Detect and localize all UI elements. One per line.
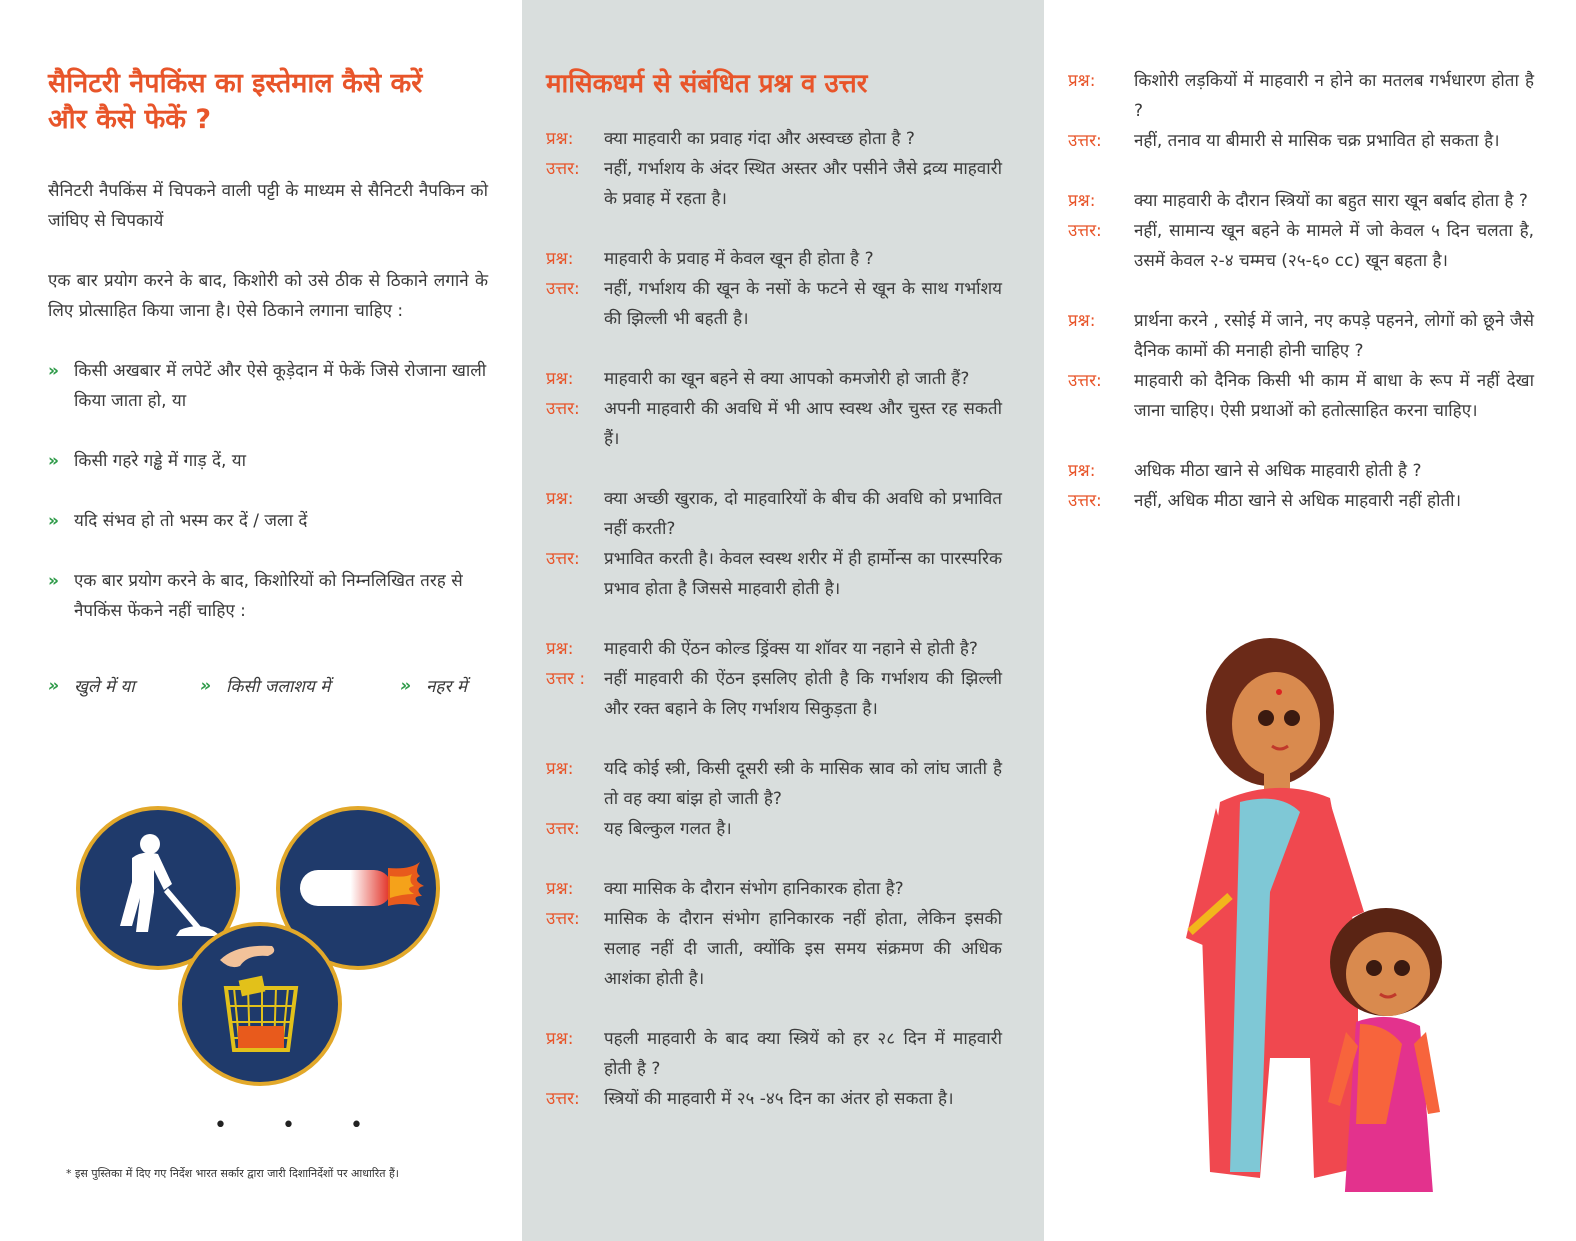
- answer-row: [546, 274, 1002, 334]
- answer-text: नहीं, गर्भाशय की खून के नसों के फटने से खून के साथ गर्भाशय की झिल्ली भी बहती है।: [604, 279, 1002, 329]
- qa-item: [1068, 456, 1534, 516]
- question-row: [546, 364, 1002, 394]
- answer-text: नहीं, सामान्य खून बहने के मामले में जो केवल ५ दिन चलता है, उसमें केवल २-४ चम्मच (२५-६० cc) खून बहता है।: [1134, 221, 1534, 271]
- answer-row: [1068, 486, 1534, 516]
- answer-row: [546, 664, 1002, 724]
- answer-text: यह बिल्कुल गलत है।: [604, 819, 732, 839]
- answer-text: नहीं, तनाव या बीमारी से मासिक चक्र प्रभावित हो सकता है।: [1134, 131, 1500, 151]
- question-label: प्रश्न:: [1068, 191, 1096, 211]
- qa-item: [1068, 186, 1534, 276]
- question-text: माहवारी का खून बहने से क्या आपको कमजोरी हो जाती हैं?: [604, 369, 970, 389]
- answer-label: उत्तर:: [1068, 491, 1102, 511]
- question-label: प्रश्न:: [546, 759, 574, 779]
- answer-label: उत्तर:: [546, 819, 580, 839]
- chevron-bullet-icon: »: [48, 361, 59, 381]
- question-text: क्या अच्छी खुराक, दो माहवारियों के बीच की अवधि को प्रभावित नहीं करती?: [604, 489, 1002, 539]
- disposal-icons: [70, 806, 430, 1106]
- answer-text: स्त्रियों की माहवारी में २५ -४५ दिन का अंतर हो सकता है।: [604, 1089, 954, 1109]
- answer-label: उत्तर:: [546, 399, 580, 419]
- question-row: [546, 874, 1002, 904]
- dustbin-icon: [178, 922, 342, 1086]
- qa-item: [1068, 306, 1534, 426]
- inline-bullet: » खुले में या: [48, 675, 135, 697]
- title-line-2: और कैसे फेकें ?: [48, 104, 212, 135]
- answer-label: उत्तर:: [546, 1089, 580, 1109]
- bullet-item: » यदि संभव हो तो भस्म कर दें / जला दें: [48, 506, 488, 536]
- question-label: प्रश्न:: [546, 1029, 574, 1049]
- chevron-bullet-icon: »: [48, 451, 59, 471]
- question-text: क्या माहवारी के दौरान स्त्रियों का बहुत सारा खून बर्बाद होता है ?: [1134, 191, 1528, 211]
- chevron-bullet-icon: »: [48, 675, 60, 696]
- question-row: [546, 1024, 1002, 1084]
- answer-text: अपनी माहवारी की अवधि में भी आप स्वस्थ और चुस्त रह सकती हैं।: [604, 399, 1002, 449]
- middle-panel: [522, 0, 1044, 1241]
- question-label: प्रश्न:: [546, 249, 574, 269]
- ellipsis-dots: • • •: [214, 1113, 387, 1138]
- answer-label: उत्तर:: [546, 909, 580, 929]
- qa-item: [546, 124, 1002, 214]
- left-title: [48, 66, 488, 138]
- answer-row: [546, 394, 1002, 454]
- inline-bullet: » किसी जलाशय में: [200, 675, 331, 697]
- chevron-bullet-icon: »: [200, 675, 212, 696]
- answer-row: [546, 1084, 1002, 1114]
- answer-row: [1068, 216, 1534, 276]
- chevron-bullet-icon: »: [400, 675, 412, 696]
- chevron-bullet-icon: »: [48, 571, 59, 591]
- answer-label: उत्तर:: [1068, 371, 1102, 391]
- question-text: अधिक मीठा खाने से अधिक माहवारी होती है ?: [1134, 461, 1422, 481]
- faq-list: [546, 124, 1002, 1114]
- question-label: प्रश्न:: [1068, 461, 1096, 481]
- question-label: प्रश्न:: [546, 129, 574, 149]
- question-label: प्रश्न:: [546, 369, 574, 389]
- answer-text: नहीं, गर्भाशय के अंदर स्थित अस्तर और पसीने जैसे द्रव्य माहवारी के प्रवाह में रहता है।: [604, 159, 1002, 209]
- faq-list-right: [1068, 66, 1534, 516]
- question-row: [546, 754, 1002, 814]
- answer-text: नहीं माहवारी की ऐंठन इसलिए होती है कि गर्भाशय की झिल्ली और रक्त बहाने के लिए गर्भाशय सिकुड़ता है।: [604, 669, 1002, 719]
- bullet-item: » किसी गहरे गड्ढे में गाड़ दें, या: [48, 446, 488, 476]
- answer-row: [1068, 126, 1534, 156]
- answer-text: प्रभावित करती है। केवल स्वस्थ शरीर में ही हार्मोन्स का पारस्परिक प्रभाव होता है जिससे माहवारी होती है।: [604, 549, 1002, 599]
- answer-label: उत्तर :: [546, 669, 586, 689]
- question-label: प्रश्न:: [1068, 311, 1096, 331]
- qa-item: [546, 364, 1002, 454]
- answer-row: [546, 904, 1002, 994]
- answer-text: माहवारी को दैनिक किसी भी काम में बाधा के रूप में नहीं देखा जाना चाहिए। ऐसी प्रथाओं को हतोत्साहित करना चाहिए।: [1134, 371, 1534, 421]
- question-label: प्रश्न:: [546, 879, 574, 899]
- question-row: [1068, 456, 1534, 486]
- question-text: क्या मासिक के दौरान संभोग हानिकारक होता है?: [604, 879, 904, 899]
- question-text: प्रार्थना करने , रसोई में जाने, नए कपड़े पहनने, लोगों को छूने जैसे दैनिक कामों की मनाही होनी चाहिए ?: [1134, 311, 1534, 361]
- question-text: पहली माहवारी के बाद क्या स्त्रियें को हर २८ दिन में माहवारी होती है ?: [604, 1029, 1002, 1079]
- qa-item: [546, 634, 1002, 724]
- qa-item: [546, 754, 1002, 844]
- answer-label: उत्तर:: [1068, 221, 1102, 241]
- answer-row: [1068, 366, 1534, 426]
- qa-item: [546, 484, 1002, 604]
- footnote: * इस पुस्तिका में दिए गए निर्देश भारत सर्कार द्वारा जारी दिशानिर्देशों पर आधारित हैं।: [66, 1167, 399, 1180]
- question-text: माहवारी की ऐंठन कोल्ड ड्रिंक्स या शॉवर या नहाने से होती है?: [604, 639, 978, 659]
- faq-title: मासिकधर्म से संबंधित प्रश्न व उत्तर: [546, 69, 868, 99]
- question-label: प्रश्न:: [546, 489, 574, 509]
- question-text: माहवारी के प्रवाह में केवल खून ही होता है ?: [604, 249, 874, 269]
- qa-item: [546, 1024, 1002, 1114]
- left-para-2: एक बार प्रयोग करने के बाद, किशोरी को उसे ठीक से ठिकाने लगाने के लिए प्रोत्साहित किया जाना है। ऐसे ठिकाने लगाना चाहिए :: [48, 271, 488, 321]
- answer-label: उत्तर:: [546, 159, 580, 179]
- question-row: [546, 124, 1002, 154]
- qa-item: [546, 874, 1002, 994]
- answer-row: [546, 544, 1002, 604]
- inline-bullet: » नहर में: [400, 675, 467, 697]
- question-row: [1068, 306, 1534, 366]
- mother-daughter-illustration: [1180, 632, 1520, 1196]
- chevron-bullet-icon: »: [48, 511, 59, 531]
- answer-text: मासिक के दौरान संभोग हानिकारक नहीं होता, लेकिन इसकी सलाह नहीं दी जाती, क्योंकि इस समय संक्रमण की अधिक आशंका होती है।: [604, 909, 1002, 989]
- qa-item: [1068, 66, 1534, 156]
- qa-item: [546, 244, 1002, 334]
- question-text: क्या माहवारी का प्रवाह गंदा और अस्वच्छ होता है ?: [604, 129, 915, 149]
- question-label: प्रश्न:: [546, 639, 574, 659]
- answer-text: नहीं, अधिक मीठा खाने से अधिक माहवारी नहीं होती।: [1134, 491, 1462, 511]
- question-row: [546, 634, 1002, 664]
- bullet-item: » किसी अखबार में लपेटें और ऐसे कूड़ेदान में फेकें जिसे रोजाना खाली किया जाता हो, या: [48, 356, 488, 416]
- question-text: यदि कोई स्त्री, किसी दूसरी स्त्री के मासिक स्राव को लांघ जाती है तो वह क्या बांझ हो जाती है?: [604, 759, 1002, 809]
- question-text: किशोरी लड़कियों में माहवारी न होने का मतलब गर्भधारण होता है ?: [1134, 71, 1534, 121]
- question-row: [546, 244, 1002, 274]
- question-row: [546, 484, 1002, 544]
- answer-row: [546, 154, 1002, 214]
- question-label: प्रश्न:: [1068, 71, 1096, 91]
- bullet-item: » एक बार प्रयोग करने के बाद, किशोरियों को निम्नलिखित तरह से नैपकिंस फेंकने नहीं चाहिए :: [48, 566, 488, 626]
- inline-bullets: [48, 674, 488, 697]
- answer-label: उत्तर:: [546, 279, 580, 299]
- left-para-1: सैनिटरी नैपकिंस में चिपकने वाली पट्टी के माध्यम से सैनिटरी नैपकिन को जांघिए से चिपकायें: [48, 181, 488, 231]
- answer-label: उत्तर:: [546, 549, 580, 569]
- answer-row: [546, 814, 1002, 844]
- answer-label: उत्तर:: [1068, 131, 1102, 151]
- title-line-1: सैनिटरी नैपकिंस का इस्तेमाल कैसे करें: [48, 68, 423, 99]
- question-row: [1068, 66, 1534, 126]
- question-row: [1068, 186, 1534, 216]
